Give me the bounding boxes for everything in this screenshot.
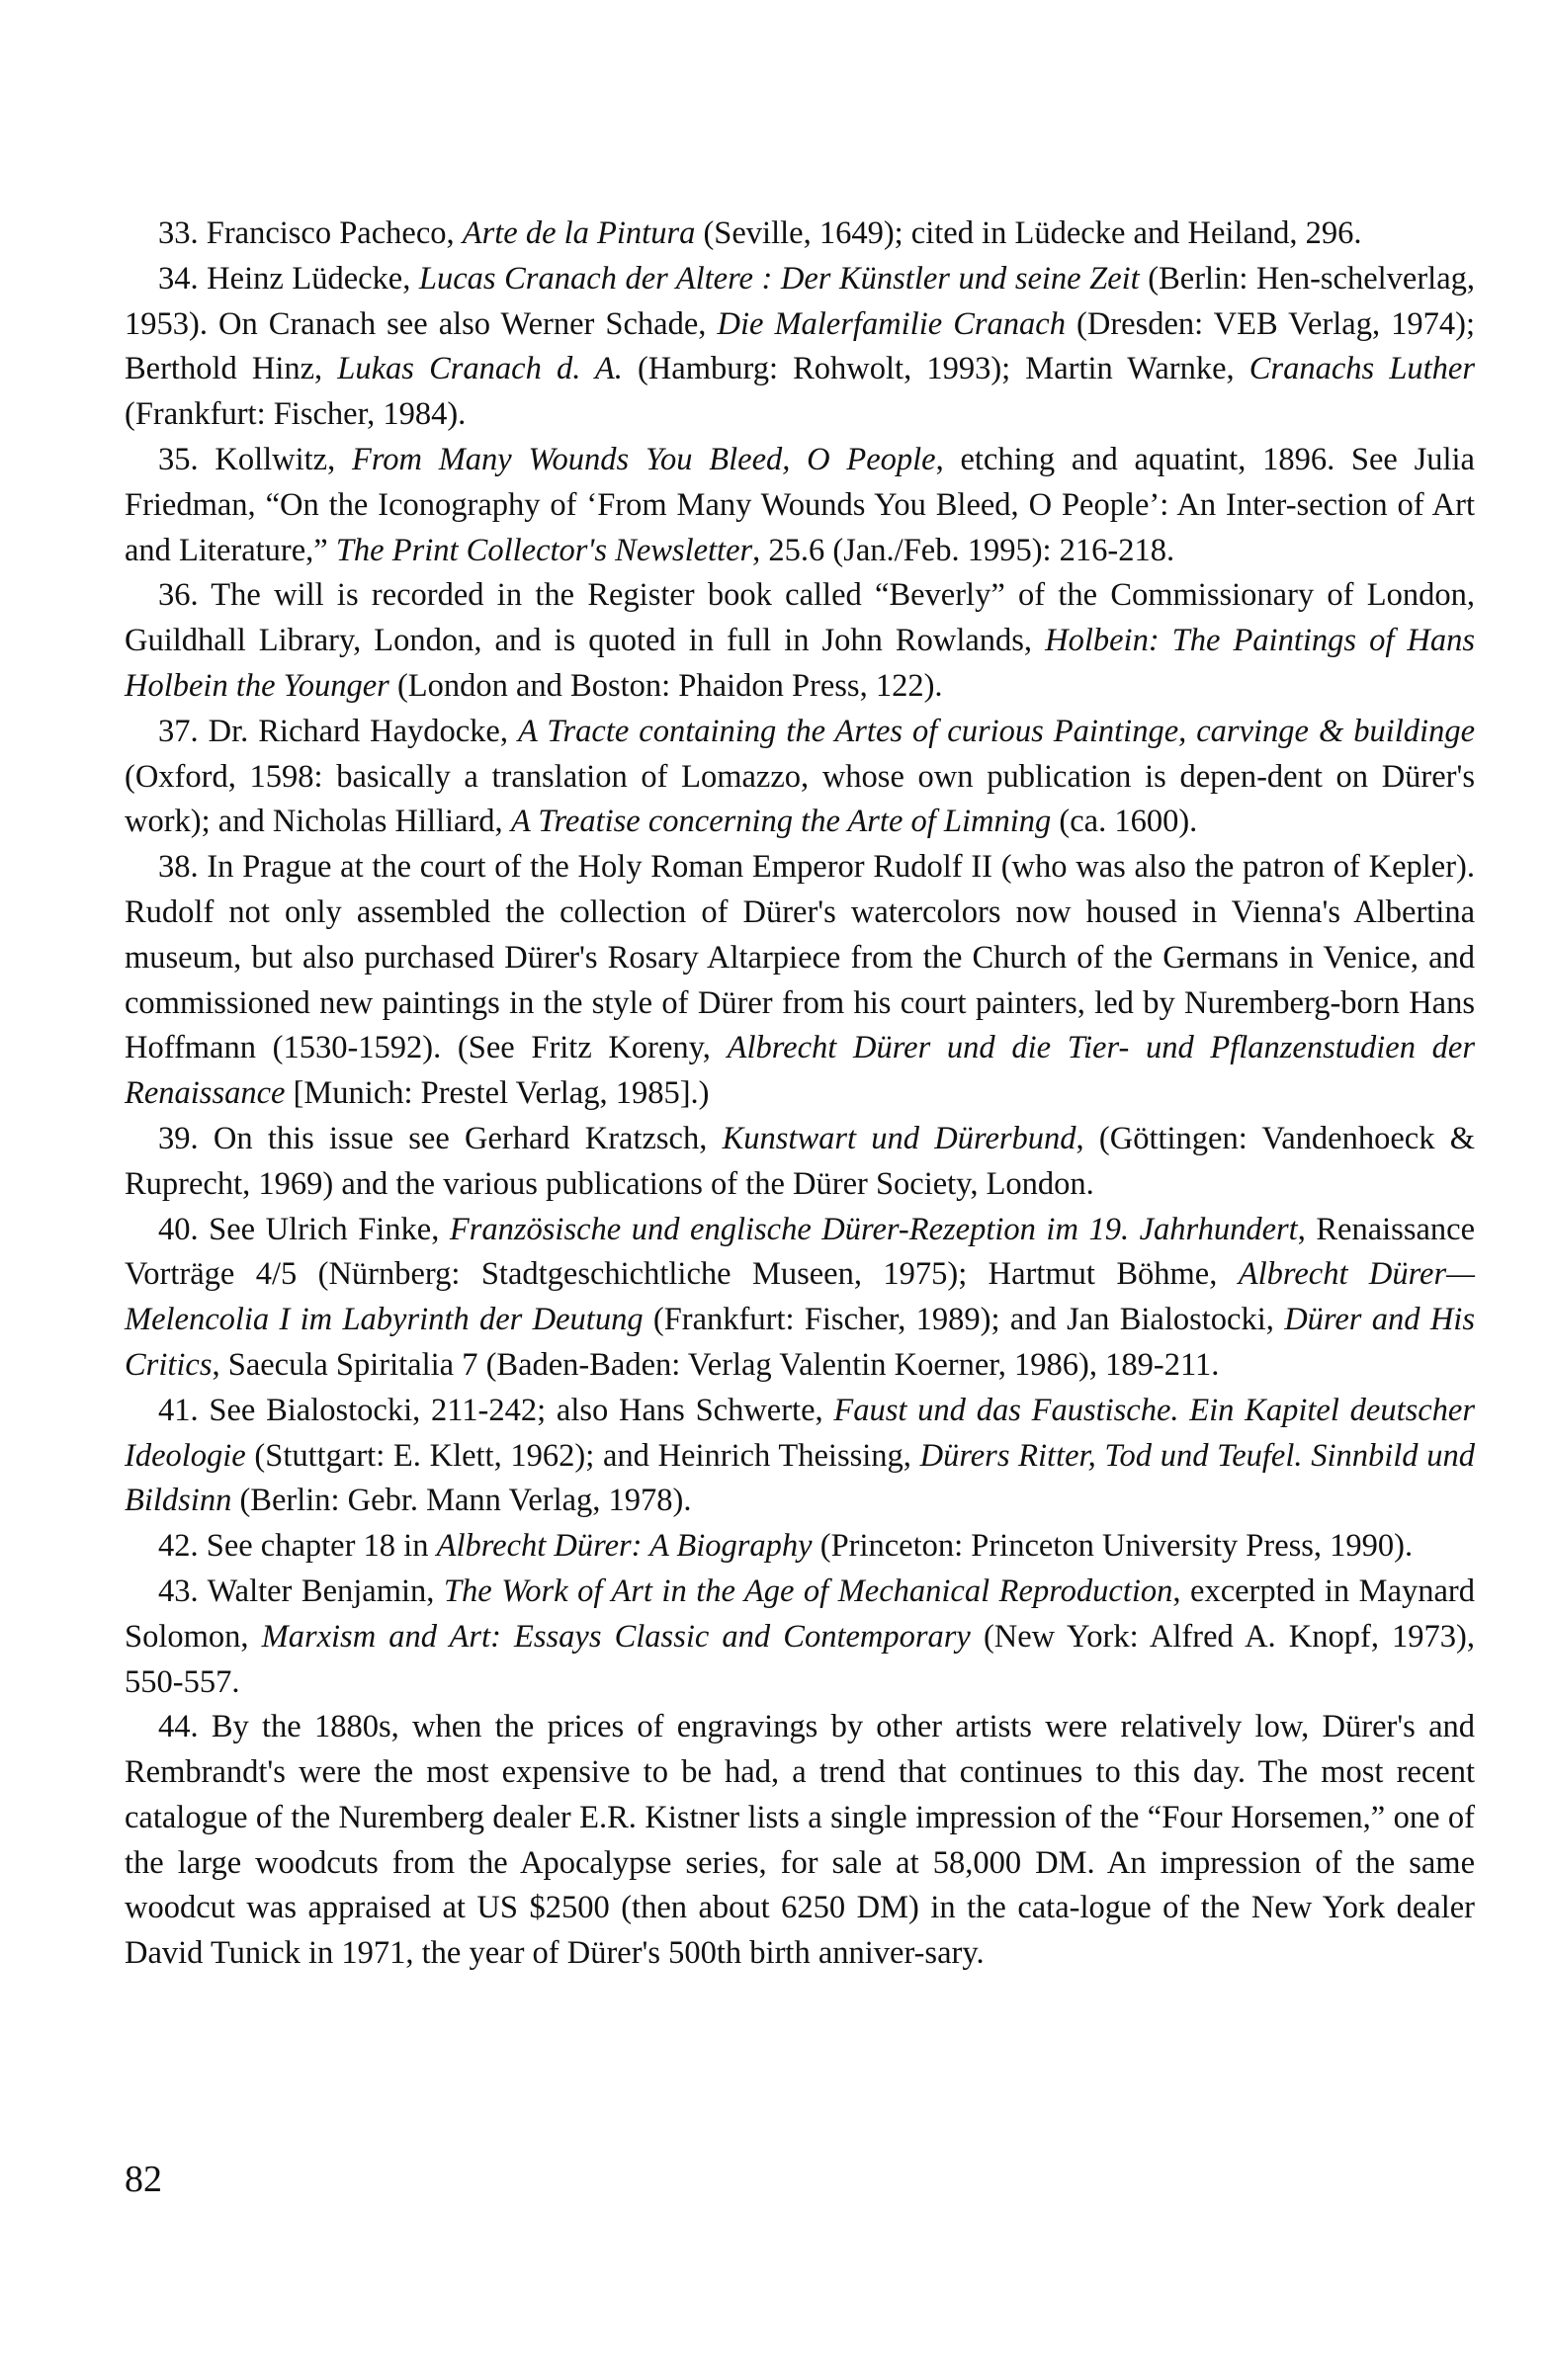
- cited-title: Kunstwart und Dürerbund: [722, 1120, 1076, 1156]
- endnote-text: Francisco Pacheco,: [198, 215, 463, 251]
- endnote-text: (Seville, 1649); cited in Lüdecke and Heiland, 296.: [695, 215, 1362, 251]
- endnote-text: , 25.6 (Jan./Feb. 1995): 216-218.: [752, 532, 1175, 568]
- endnote-text: , excerpted in Maynard Solomon,: [125, 1572, 1475, 1655]
- endnote-text: Walter Benjamin,: [198, 1572, 444, 1609]
- cited-title: A Treatise concerning the Arte of Limning: [510, 804, 1052, 840]
- endnote-34: [125, 257, 1475, 438]
- endnote-41: [125, 1389, 1475, 1524]
- endnote-text: (Stuttgart: E. Klett, 1962); and Heinrich Theissing,: [245, 1437, 920, 1474]
- endnote-33: [125, 212, 1475, 257]
- endnote-text: , etching and aquatint, 1896. See Julia Friedman, “On the Iconography of ‘From Many Wounds You Bleed, O People’: An Inter-section of Art and Literature,”: [125, 441, 1475, 568]
- endnote-text: (Berlin: Gebr. Mann Verlag, 1978).: [231, 1483, 692, 1519]
- endnote-text: Heinz Lüdecke,: [198, 260, 419, 297]
- cited-title: Arte de la Pintura: [462, 215, 696, 251]
- endnotes-list: [125, 212, 1475, 1977]
- cited-title: Dürer and His Critics: [125, 1302, 1475, 1383]
- endnote-40: [125, 1208, 1475, 1389]
- endnote-44: [125, 1705, 1475, 1977]
- endnote-39: [125, 1117, 1475, 1208]
- page-number: 82: [125, 2159, 162, 2200]
- endnote-number: 35.: [158, 441, 199, 477]
- endnote-text: By the 1880s, when the prices of engravings by other artists were relatively low, Dürer's and Rembrandt's were the most expensive to be had, a trend that continues to this day. The most recent catalogue of the Nuremberg dealer E.R. Kistner lists a single impression of the “Four Horsemen,” one of the large woodcuts from the Apocalypse series, for sale at 58,000 DM. An impression of the same woodcut was appraised at US $2500 (then about 6250 DM) in the cata-logue of the New York dealer David Tunick in 1971, the year of Dürer's 500th birth anniver-sary.: [125, 1709, 1475, 1972]
- endnote-text: (Hamburg: Rohwolt, 1993); Martin Warnke,: [622, 351, 1249, 387]
- endnote-text: Kollwitz,: [198, 441, 352, 477]
- endnote-number: 39.: [158, 1120, 199, 1156]
- endnote-text: (New York: Alfred A. Knopf, 1973), 550-557.: [125, 1618, 1475, 1700]
- cited-title: Dürers Ritter, Tod und Teufel. Sinnbild und Bildsinn: [125, 1437, 1475, 1519]
- cited-title: Faust und das Faustische. Ein Kapitel deutscher Ideologie: [125, 1392, 1475, 1474]
- cited-title: A Tracte containing the Artes of curious Paintinge, carvinge & buildinge: [517, 713, 1475, 749]
- endnote-text: In Prague at the court of the Holy Roman Emperor Rudolf II (who was also the patron of Kepler). Rudolf not only assembled the collection of Dürer's watercolors now housed in Vienna's Albertina museum, but also purchased Dürer's Rosary Altarpiece from the Church of the Germans in Venice, and commissioned new paintings in the style of Dürer from his court painters, led by Nuremberg-born Hans Hoffmann (1530-1592). (See Fritz Koreny,: [125, 849, 1475, 1066]
- endnote-number: 37.: [158, 713, 199, 749]
- cited-title: From Many Wounds You Bleed, O People: [351, 441, 936, 477]
- endnote-text: (Berlin: Hen-schelverlag, 1953). On Cranach see also Werner Schade,: [125, 260, 1475, 342]
- endnote-38: [125, 845, 1475, 1117]
- endnote-43: [125, 1570, 1475, 1705]
- endnote-text: [Munich: Prestel Verlag, 1985].): [285, 1075, 710, 1112]
- cited-title: Lukas Cranach d. A.: [337, 351, 623, 387]
- endnote-text: , Saecula Spiritalia 7 (Baden-Baden: Verlag Valentin Koerner, 1986), 189-211.: [212, 1346, 1220, 1383]
- endnote-text: On this issue see Gerhard Kratzsch,: [198, 1120, 723, 1156]
- endnote-text: , (Göttingen: Vandenhoeck & Ruprecht, 1969) and the various publications of the Dürer Society, London.: [125, 1120, 1475, 1202]
- endnote-number: 36.: [158, 577, 199, 614]
- endnote-text: Dr. Richard Haydocke,: [198, 713, 518, 749]
- cited-title: Albrecht Dürer: A Biography: [436, 1528, 813, 1565]
- cited-title: Holbein: The Paintings of Hans Holbein the Younger: [125, 623, 1476, 704]
- endnote-text: (Princeton: Princeton University Press, 1990).: [812, 1528, 1414, 1565]
- endnote-text: See chapter 18 in: [198, 1528, 437, 1565]
- cited-title: The Print Collector's Newsletter: [335, 532, 753, 568]
- endnote-number: 43.: [158, 1572, 199, 1609]
- endnote-text: See Ulrich Finke,: [198, 1211, 450, 1247]
- endnote-36: [125, 573, 1475, 709]
- endnote-number: 44.: [158, 1709, 199, 1745]
- endnote-text: See Bialostocki, 211-242; also Hans Schwerte,: [198, 1392, 834, 1428]
- endnote-35: [125, 438, 1475, 573]
- endnote-42: [125, 1524, 1475, 1570]
- cited-title: Cranachs Luther: [1248, 351, 1475, 387]
- cited-title: The Work of Art in the Age of Mechanical Reproduction: [443, 1572, 1173, 1609]
- endnote-text: The will is recorded in the Register book called “Beverly” of the Commissionary of London, Guildhall Library, London, and is quoted in full in John Rowlands,: [125, 577, 1475, 659]
- endnote-37: [125, 710, 1475, 845]
- endnote-text: (Dresden: VEB Verlag, 1974); Berthold Hinz,: [125, 305, 1475, 387]
- endnote-number: 40.: [158, 1211, 199, 1247]
- cited-title: Lucas Cranach der Altere : Der Künstler und seine Zeit: [418, 260, 1140, 297]
- endnote-text: (London and Boston: Phaidon Press, 122).: [388, 667, 943, 704]
- endnote-number: 42.: [158, 1528, 199, 1565]
- endnote-number: 38.: [158, 849, 199, 886]
- endnote-text: (Oxford, 1598: basically a translation of Lomazzo, whose own publication is depen-dent on Dürer's work); and Nicholas Hilliard,: [125, 758, 1475, 840]
- cited-title: Albrecht Dürer und die Tier- und Pflanzenstudien der Renaissance: [125, 1030, 1475, 1112]
- cited-title: Die Malerfamilie Cranach: [717, 305, 1066, 342]
- cited-title: Marxism and Art: Essays Classic and Contemporary: [261, 1618, 971, 1655]
- endnote-text: (ca. 1600).: [1051, 804, 1198, 840]
- endnote-number: 33.: [158, 215, 199, 251]
- cited-title: Französische und englische Dürer-Rezeption im 19. Jahrhundert: [449, 1211, 1298, 1247]
- endnote-number: 34.: [158, 260, 199, 297]
- cited-title: Albrecht Dürer—Melencolia I im Labyrinth der Deutung: [125, 1256, 1476, 1338]
- endnote-text: , Renaissance Vorträge 4/5 (Nürnberg: Stadtgeschichtliche Museen, 1975); Hartmut Böhme,: [125, 1211, 1475, 1293]
- endnote-number: 41.: [158, 1392, 199, 1428]
- endnote-text: (Frankfurt: Fischer, 1989); and Jan Bialostocki,: [643, 1302, 1285, 1338]
- endnote-text: (Frankfurt: Fischer, 1984).: [125, 396, 467, 433]
